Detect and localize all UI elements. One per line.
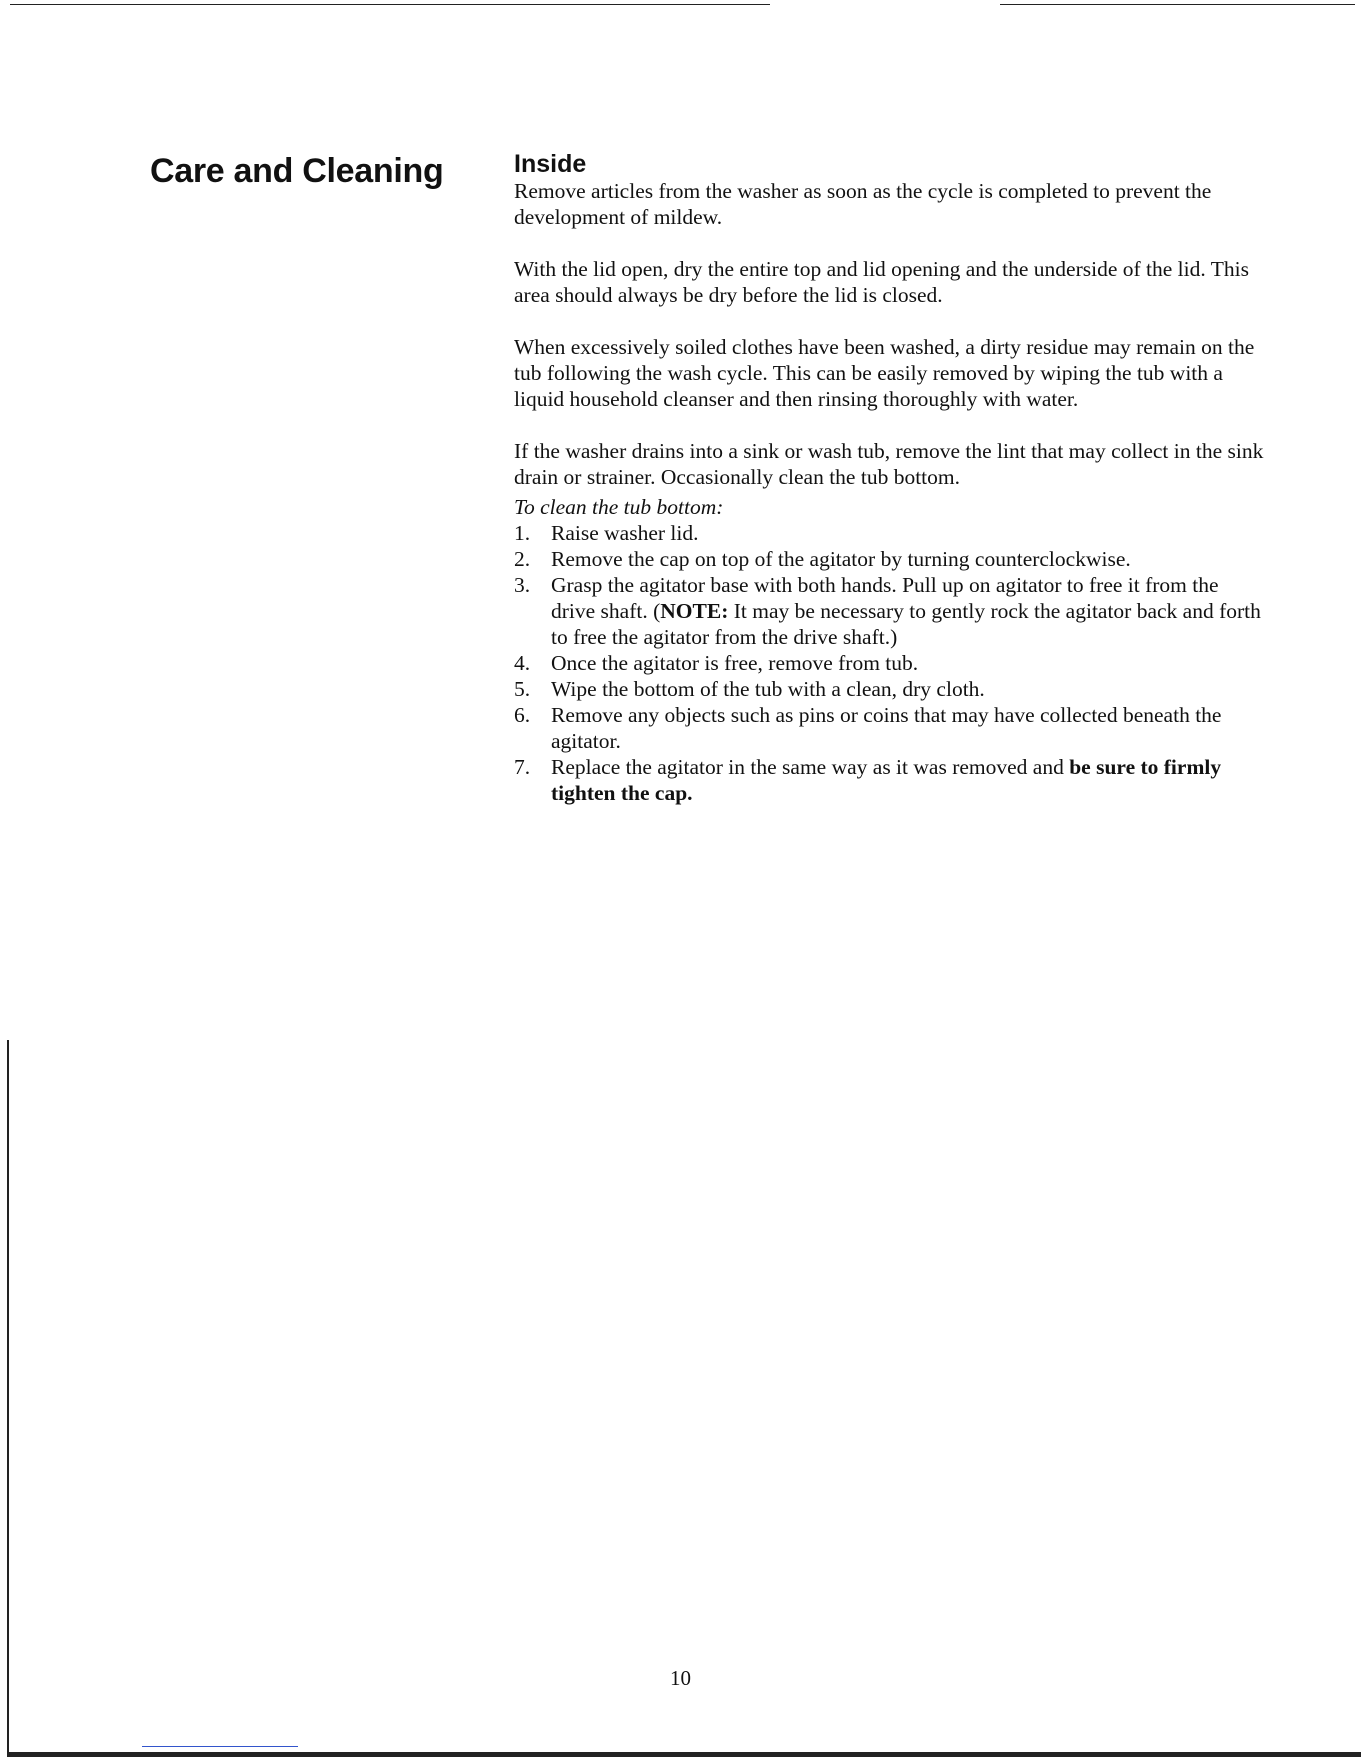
step-number: 1.	[514, 521, 531, 545]
list-item	[514, 650, 1266, 676]
top-scan-line	[10, 4, 770, 5]
list-item	[514, 754, 1266, 806]
main-content	[514, 150, 1266, 806]
subheading: Inside	[514, 150, 587, 178]
step-text: Grasp the agitator base with both hands. Pull up on agitator to free it from the drive shaft. (	[551, 573, 1219, 623]
paragraph: Remove articles from the washer as soon as the cycle is completed to prevent the development of mildew.	[514, 179, 1212, 229]
list-item	[514, 572, 1266, 650]
list-item	[514, 702, 1266, 754]
step-number: 2.	[514, 547, 531, 571]
top-scan-line-right	[1000, 4, 1355, 5]
procedure-steps	[514, 520, 1266, 806]
section-title: Care and Cleaning	[150, 152, 444, 190]
paragraph: When excessively soiled clothes have been washed, a dirty residue may remain on the tub following the wash cycle. This can be easily removed by wiping the tub with a liquid household cleanser and then rinsing thoroughly with water.	[514, 335, 1255, 411]
emphasis-text: be sure to firmly tighten the cap.	[551, 755, 1222, 805]
list-item	[514, 520, 1266, 546]
step-number: 6.	[514, 703, 531, 727]
step-text: Raise washer lid.	[551, 521, 699, 545]
step-text: It may be necessary to gently rock the agitator back and forth to free the agitator from the drive shaft.)	[551, 599, 1261, 649]
step-text: Once the agitator is free, remove from tub.	[551, 651, 919, 675]
page-number: 10	[670, 1666, 691, 1690]
paragraph: If the washer drains into a sink or wash tub, remove the lint that may collect in the sink drain or strainer. Occasionally clean the tub bottom.	[514, 439, 1264, 489]
paragraph: With the lid open, dry the entire top and lid opening and the underside of the lid. This area should always be dry before the lid is closed.	[514, 257, 1249, 307]
note-label: NOTE:	[660, 599, 729, 623]
step-text: Remove any objects such as pins or coins that may have collected beneath the agitator.	[551, 703, 1222, 753]
step-number: 5.	[514, 677, 531, 701]
step-text: Wipe the bottom of the tub with a clean, dry cloth.	[551, 677, 985, 701]
step-text: Replace the agitator in the same way as it was removed and	[551, 755, 1070, 779]
bottom-scan-edge	[7, 1752, 1361, 1757]
procedure-lead: To clean the tub bottom:	[514, 495, 724, 519]
step-number: 3.	[514, 573, 531, 597]
list-item	[514, 676, 1266, 702]
step-text: Remove the cap on top of the agitator by turning counterclockwise.	[551, 547, 1131, 571]
step-number: 7.	[514, 755, 531, 779]
bottom-blue-mark	[142, 1746, 298, 1747]
left-scan-edge	[7, 1040, 9, 1755]
list-item	[514, 546, 1266, 572]
step-number: 4.	[514, 651, 531, 675]
